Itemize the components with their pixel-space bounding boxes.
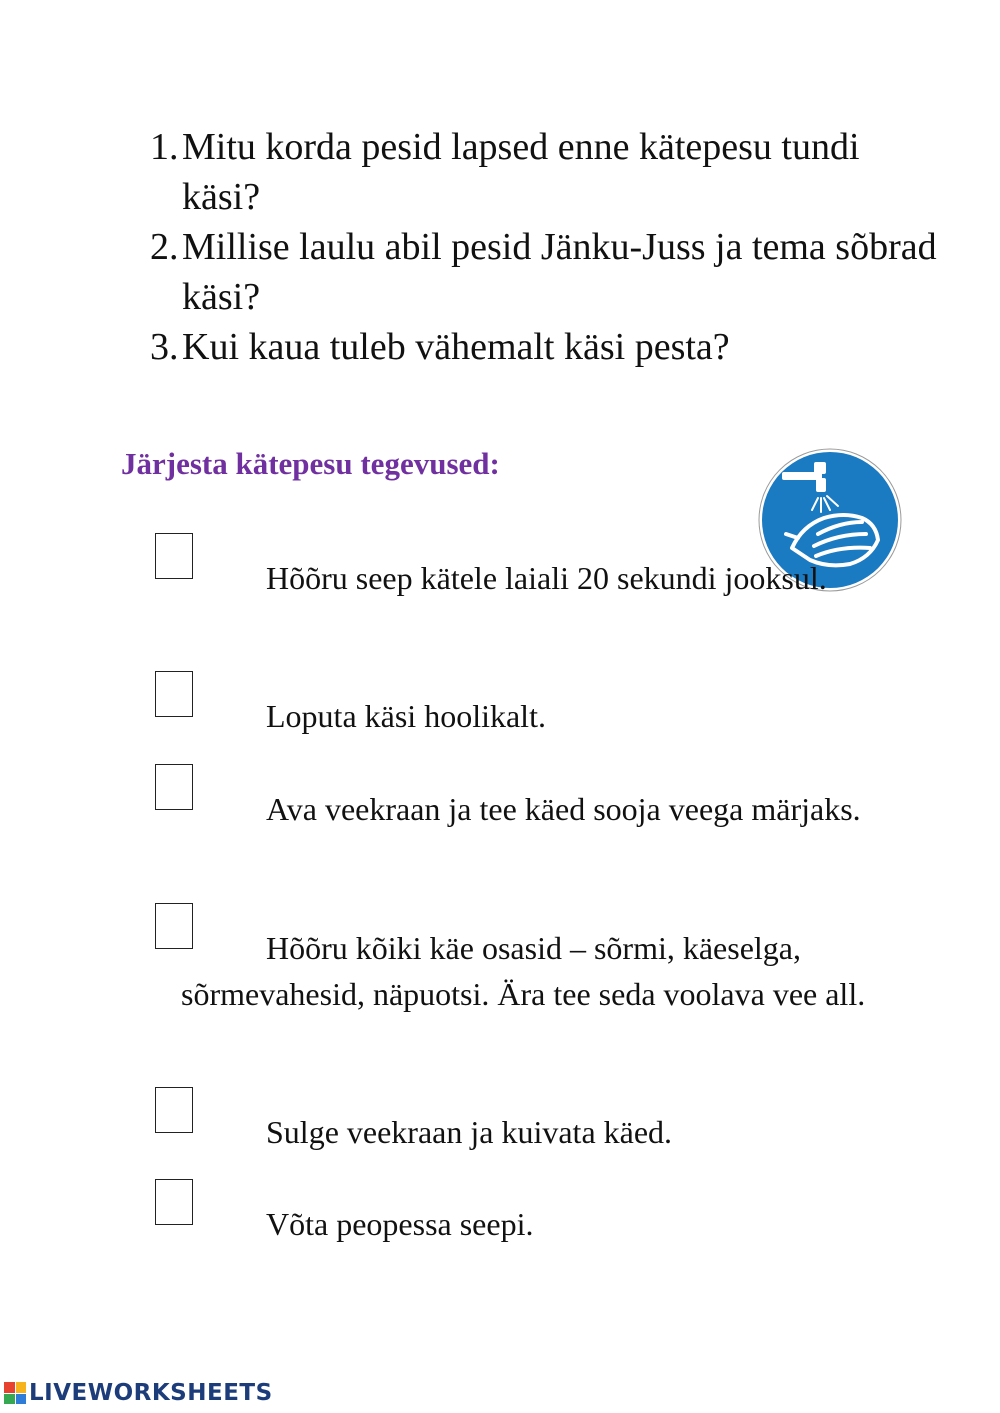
question-text: Millise laulu abil pesid Jänku-Juss ja tema sõbrad käsi?: [182, 226, 937, 318]
task-text: Hõõru kõiki käe osasid – sõrmi, käeselga, sõrmevahesid, näpuotsi. Ära tee seda voolava vee all.: [181, 930, 866, 1012]
task-text: Hõõru seep kätele laiali 20 sekundi jooksul.: [266, 560, 827, 596]
question-2: [150, 222, 940, 322]
brand-name: LIVEWORKSHEETS: [29, 1380, 273, 1406]
question-list: [150, 122, 940, 372]
question-3: [150, 322, 940, 372]
question-number: 2.: [150, 226, 179, 268]
task-text: Ava veekraan ja tee käed sooja veega märjaks.: [266, 791, 861, 827]
question-text: Kui kaua tuleb vähemalt käsi pesta?: [182, 326, 730, 368]
brand-footer: [4, 1380, 273, 1406]
question-number: 3.: [150, 326, 179, 368]
task-text: Sulge veekraan ja kuivata käed.: [266, 1114, 673, 1150]
section-heading: Järjesta kätepesu tegevused:: [121, 446, 500, 481]
question-number: 1.: [150, 126, 179, 168]
task-text: Loputa käsi hoolikalt.: [266, 698, 546, 734]
question-1: [150, 122, 940, 222]
task-text: Võta peopessa seepi.: [266, 1206, 534, 1242]
question-text: Mitu korda pesid lapsed enne kätepesu tundi käsi?: [182, 126, 860, 218]
liveworksheets-logo-icon: [4, 1382, 26, 1404]
